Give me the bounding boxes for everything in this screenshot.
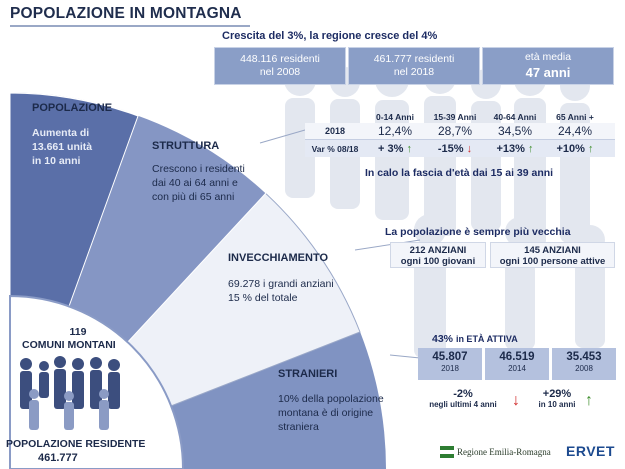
invecchiamento-line-2: 15 % del totale — [228, 292, 298, 304]
age-row-2018 — [305, 123, 615, 139]
aging-attivi-line1: 145 ANZIANI — [524, 245, 581, 256]
arrow-up-icon: ↑ — [406, 142, 412, 155]
struttura-line-2: dai 40 ai 64 anni e — [152, 177, 238, 189]
stat-age-label: età media — [524, 51, 572, 63]
stranieri-line-2: montana è di origine — [278, 407, 374, 419]
age-var-65plus-value: +10% — [556, 142, 585, 155]
age-2018-65plus: 24,4% — [557, 124, 593, 138]
connector-stranieri — [390, 355, 420, 358]
popolazione-heading: POPOLAZIONE — [32, 102, 113, 114]
region-logo-text: Regione Emilia-Romagna — [457, 447, 551, 457]
working-age-values — [418, 348, 616, 380]
working-2014-value: 46.519 — [499, 351, 535, 363]
age-2018-15-39: 28,7% — [437, 124, 473, 138]
working-2008-year: 2008 — [575, 364, 593, 373]
aging-note: La popolazione è sempre più vecchia — [385, 226, 571, 238]
working-change-10y — [532, 388, 582, 409]
working-2008 — [552, 348, 616, 380]
age-var-15-39-value: -15% — [437, 142, 464, 155]
people-figures-icon — [14, 354, 134, 434]
connector-struttura — [260, 130, 305, 143]
residenti-label: POPOLAZIONE RESIDENTE — [6, 438, 146, 450]
comuni-label: COMUNI MONTANI — [22, 339, 116, 351]
region-logo — [440, 446, 551, 458]
stat-2008-sub: nel 2008 — [259, 66, 301, 78]
stat-2008-value: 448.116 residenti — [240, 53, 320, 65]
working-change-4y-sub: negli ultimi 4 anni — [429, 400, 497, 409]
age-header-65plus: 65 Anni + — [556, 112, 594, 122]
working-change-4y — [428, 388, 498, 409]
invecchiamento-line-1: 69.278 i grandi anziani — [228, 278, 334, 290]
age-row-var — [305, 139, 615, 157]
popolazione-line-2: 13.661 unità — [32, 141, 93, 153]
ervet-logo: ERVET — [566, 443, 615, 459]
age-var-40-64 — [485, 143, 545, 155]
popolazione-text — [32, 126, 92, 168]
working-2018 — [418, 348, 482, 380]
age-row-2018-label: 2018 — [324, 126, 346, 136]
stat-2018-sub: nel 2018 — [393, 66, 435, 78]
struttura-heading: STRUTTURA — [152, 140, 220, 152]
arrow-up-icon: ↑ — [588, 142, 594, 155]
age-row-var-label: Var % 08/18 — [311, 143, 359, 154]
page-title: POPOLAZIONE IN MONTAGNA — [10, 5, 242, 22]
working-change-10y-sub: in 10 anni — [538, 400, 576, 409]
age-var-40-64-value: +13% — [496, 142, 525, 155]
popolazione-line-3: in 10 anni — [32, 155, 81, 167]
aging-box-giovani — [390, 242, 486, 268]
working-age-note — [432, 333, 518, 345]
age-var-0-14-value: + 3% — [378, 142, 404, 155]
stranieri-line-1: 10% della popolazione — [278, 393, 384, 405]
working-change-10y-value: +29% — [542, 388, 572, 400]
struttura-line-1: Crescono i residenti — [152, 163, 245, 175]
age-table — [305, 112, 615, 157]
aging-giovani-line2: ogni 100 giovani — [400, 256, 476, 267]
arrow-up-icon: ↑ — [528, 142, 534, 155]
age-table-headers — [305, 112, 615, 122]
working-2008-value: 35.453 — [566, 351, 602, 363]
age-var-0-14 — [365, 143, 425, 155]
age-header-40-64: 40-64 Anni — [493, 112, 537, 122]
aging-giovani-line1: 212 ANZIANI — [409, 245, 467, 256]
struttura-text — [152, 162, 245, 204]
arrow-up-icon: ↑ — [585, 392, 593, 409]
age-var-15-39 — [425, 143, 485, 155]
working-age-pct: 43% — [432, 333, 454, 345]
residenti-value: 461.777 — [38, 452, 78, 464]
working-2014-year: 2014 — [508, 364, 526, 373]
age-2018-40-64: 34,5% — [497, 124, 533, 138]
popolazione-line-1: Aumenta di — [32, 127, 90, 139]
age-table-note: In calo la fascia d'età dai 15 ai 39 anni — [365, 167, 554, 179]
stranieri-text — [278, 392, 384, 434]
stat-age-value: 47 anni — [525, 65, 571, 80]
age-header-15-39: 15-39 Anni — [433, 112, 477, 122]
aging-attivi-line2: ogni 100 persone attive — [499, 256, 606, 267]
arrow-down-icon: ↓ — [512, 392, 520, 409]
working-2018-year: 2018 — [441, 364, 459, 373]
working-change-4y-value: -2% — [453, 388, 473, 400]
aging-boxes — [390, 242, 615, 268]
invecchiamento-text — [228, 277, 334, 305]
struttura-line-3: con più di 65 anni — [152, 191, 235, 203]
age-2018-0-14: 12,4% — [377, 124, 413, 138]
growth-note: Crescita del 3%, la regione cresce del 4% — [222, 30, 438, 42]
age-var-65plus — [545, 143, 605, 155]
age-header-0-14: 0-14 Anni — [376, 112, 414, 122]
arrow-down-icon: ↓ — [466, 142, 473, 155]
aging-box-attivi — [490, 242, 615, 268]
comuni-count: 119 — [69, 326, 87, 338]
working-age-text: in ETÀ ATTIVA — [455, 334, 518, 344]
stranieri-heading: STRANIERI — [278, 368, 338, 380]
stranieri-line-3: straniera — [278, 421, 319, 433]
invecchiamento-heading: INVECCHIAMENTO — [228, 252, 329, 264]
region-flag-icon — [440, 446, 454, 458]
working-2018-value: 45.807 — [432, 351, 468, 363]
working-2014 — [485, 348, 549, 380]
stat-2018-value: 461.777 residenti — [373, 53, 455, 65]
